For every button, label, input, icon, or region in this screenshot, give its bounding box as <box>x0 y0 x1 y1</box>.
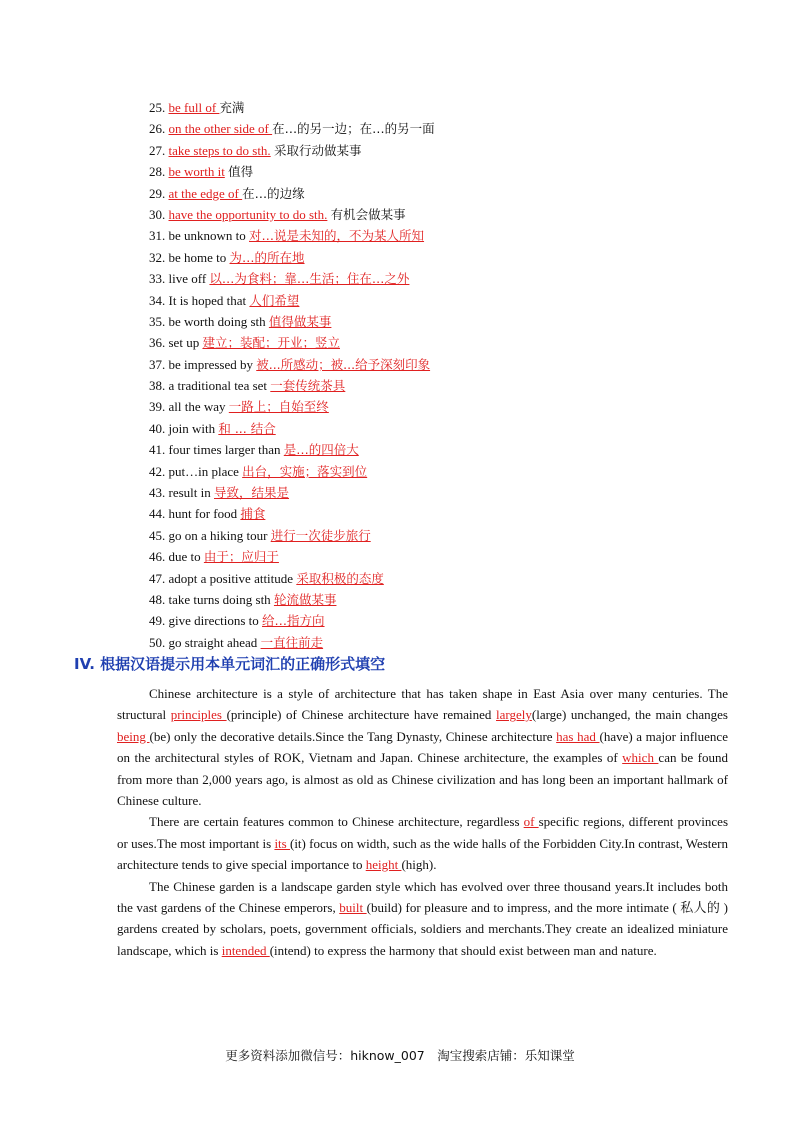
vocab-number: 45. <box>149 527 166 543</box>
vocab-answer: 一路上；自始至终 <box>228 399 329 415</box>
vocab-item <box>149 140 669 161</box>
passage-text: The Chinese garden is a landscape garden style which has evolved over three thousand years.It includes both the vast gardens of the Chinese emperors, <box>117 878 728 916</box>
vocab-answer: at the edge of <box>168 185 243 201</box>
vocab-meaning: 值得 <box>228 164 254 180</box>
vocab-answer: 导致，结果是 <box>214 485 290 501</box>
vocab-answer: 对…说是未知的，不为某人所知 <box>249 228 425 244</box>
vocab-answer: 进行一次徒步旅行 <box>270 527 371 543</box>
vocab-answer: 采取积极的态度 <box>296 570 384 586</box>
vocab-answer: 被...所感动；被...给予深刻印象 <box>256 356 431 372</box>
vocab-number: 25. <box>149 100 166 115</box>
vocab-phrase: give directions to <box>168 613 259 629</box>
vocab-meaning: 有机会做某事 <box>330 206 406 222</box>
vocab-phrase: be unknown to <box>168 228 246 244</box>
answer-blank: built <box>339 900 367 916</box>
vocab-number: 36. <box>149 335 166 351</box>
vocab-phrase: set up <box>168 335 200 351</box>
passage-text: specific regions, different provinces or uses.The most important is <box>117 814 728 851</box>
answer-blank: being <box>117 728 150 744</box>
vocab-number: 39. <box>149 399 166 415</box>
vocab-number: 42. <box>149 463 166 479</box>
passage-paragraph <box>117 876 728 962</box>
vocab-item <box>149 311 669 332</box>
vocab-item <box>149 290 669 311</box>
vocab-item <box>149 183 669 204</box>
vocab-phrase: a traditional tea set <box>168 378 268 394</box>
answer-blank: of <box>523 814 539 830</box>
vocab-answer: 出台，实施；落实到位 <box>242 463 368 479</box>
passage-paragraph <box>117 811 728 875</box>
vocab-answer: be worth it <box>168 164 225 180</box>
vocab-phrase: go on a hiking tour <box>168 527 268 543</box>
answer-blank: has had <box>556 728 600 744</box>
passage-text: (it) focus on width, such as the wide halls of the Forbidden City.In contrast, Western architecture tends to give special importance to <box>117 835 728 873</box>
passage-text: There are certain features common to Chinese architecture, regardless <box>149 814 524 830</box>
vocab-number: 48. <box>149 591 166 607</box>
passage-paragraph <box>117 683 728 811</box>
passage-text: (large) unchanged, the main changes <box>531 707 728 723</box>
answer-blank: principles <box>170 707 227 723</box>
vocab-phrase: due to <box>168 549 201 565</box>
vocab-phrase: adopt a positive attitude <box>168 570 294 586</box>
vocab-number: 38. <box>149 378 166 394</box>
vocab-item <box>149 439 669 460</box>
vocab-phrase: live off <box>168 271 207 287</box>
vocab-item <box>149 503 669 524</box>
passage-text: (intend) to express the harmony that should exist between man and nature. <box>269 942 657 958</box>
vocab-answer: take steps to do sth. <box>168 142 271 158</box>
vocab-answer: 是…的四倍大 <box>283 442 359 458</box>
vocab-item <box>149 610 669 631</box>
vocab-answer: 以…为食料；靠…生活；住在…之外 <box>209 271 410 287</box>
vocab-item <box>149 461 669 482</box>
vocab-item <box>149 161 669 182</box>
vocab-answer: on the other side of <box>168 121 273 137</box>
vocab-answer: have the opportunity to do sth. <box>168 206 328 222</box>
vocab-item <box>149 568 669 589</box>
vocab-item <box>149 118 669 139</box>
vocab-item <box>149 589 669 610</box>
vocab-item <box>149 482 669 503</box>
section-title: IV. 根据汉语提示用本单元词汇的正确形式填空 <box>74 655 386 673</box>
vocab-number: 50. <box>149 634 166 650</box>
vocab-number: 31. <box>149 228 166 244</box>
passage-text: (principle) of Chinese architecture have remained <box>226 707 497 723</box>
vocab-item <box>149 375 669 396</box>
vocab-phrase: It is hoped that <box>168 292 247 308</box>
vocab-phrase: put…in place <box>168 463 239 479</box>
vocab-number: 40. <box>149 420 166 436</box>
vocab-list <box>149 97 669 653</box>
vocab-item <box>149 268 669 289</box>
vocab-item <box>149 354 669 375</box>
vocab-phrase: hunt for food <box>168 506 238 522</box>
vocab-answer: be full of <box>168 100 220 115</box>
footer-note: 更多资料添加微信号：hiknow_007 淘宝搜索店铺：乐知课堂 <box>225 1048 575 1063</box>
vocab-item <box>149 225 669 246</box>
vocab-number: 34. <box>149 292 166 308</box>
passage-text: (have) a major influence on the architectural styles of ROK, Vietnam and Japan. Chinese architecture, the examples of <box>117 728 728 766</box>
vocab-phrase: all the way <box>168 399 226 415</box>
vocab-item <box>149 546 669 567</box>
passage-text: (be) only the decorative details.Since the Tang Dynasty, Chinese architecture <box>149 728 557 744</box>
vocab-answer: 和 ... 结合 <box>218 420 276 436</box>
vocab-phrase: be home to <box>168 249 227 265</box>
vocab-item <box>149 204 669 225</box>
answer-blank: which <box>622 750 659 766</box>
vocab-number: 30. <box>149 206 166 222</box>
vocab-answer: 建立；装配；开业；竖立 <box>202 335 340 351</box>
vocab-number: 29. <box>149 185 166 201</box>
vocab-number: 49. <box>149 613 166 629</box>
vocab-number: 26. <box>149 121 166 137</box>
answer-blank: intended <box>221 942 270 958</box>
vocab-number: 32. <box>149 249 166 265</box>
vocab-number: 28. <box>149 164 166 180</box>
answer-blank: its <box>274 835 290 851</box>
vocab-number: 35. <box>149 313 166 329</box>
vocab-item <box>149 632 669 653</box>
answer-blank: height <box>365 857 402 873</box>
vocab-meaning: 充满 <box>219 100 245 115</box>
vocab-answer: 给…指方向 <box>262 613 325 629</box>
vocab-item <box>149 97 669 118</box>
vocab-answer: 值得做某事 <box>268 313 332 329</box>
passage-text: Chinese architecture is a style of architecture that has taken shape in East Asia over many centuries. The structural <box>117 686 728 723</box>
vocab-answer: 人们希望 <box>249 292 300 308</box>
vocab-answer: 为…的所在地 <box>229 249 305 265</box>
vocab-number: 47. <box>149 570 166 586</box>
vocab-number: 41. <box>149 442 166 458</box>
vocab-number: 46. <box>149 549 166 565</box>
answer-blank: largely <box>496 707 532 723</box>
vocab-meaning: 在…的边缘 <box>242 185 305 201</box>
vocab-phrase: take turns doing sth <box>168 591 271 607</box>
vocab-number: 33. <box>149 271 166 287</box>
vocab-number: 43. <box>149 485 166 501</box>
vocab-number: 27. <box>149 142 166 158</box>
vocab-phrase: four times larger than <box>168 442 281 458</box>
vocab-answer: 捕食 <box>240 506 266 522</box>
vocab-answer: 一直往前走 <box>260 634 324 650</box>
vocab-answer: 轮流做某事 <box>273 591 337 607</box>
passage-text: can be found from more than 2,000 years ago, is almost as old as Chinese civilization and has long been an important hallmark of Chinese culture. <box>117 750 728 809</box>
vocab-number: 37. <box>149 356 166 372</box>
passage-text: (build) for pleasure and to impress, and the more intimate ( 私人的 ) gardens created by scholars, poets, government officials, soldiers and merchants.They create an idealized miniature landscape, which is <box>117 900 728 958</box>
vocab-answer: 一套传统茶具 <box>270 378 346 394</box>
vocab-phrase: be worth doing sth <box>168 313 266 329</box>
vocab-number: 44. <box>149 506 166 522</box>
vocab-meaning: 采取行动做某事 <box>273 142 362 158</box>
vocab-phrase: be impressed by <box>168 356 253 372</box>
vocab-item <box>149 396 669 417</box>
vocab-item <box>149 418 669 439</box>
vocab-meaning: 在…的另一边；在…的另一面 <box>272 121 435 137</box>
vocab-phrase: result in <box>168 485 211 501</box>
vocab-item <box>149 247 669 268</box>
vocab-item <box>149 525 669 546</box>
passage-text: (high). <box>401 857 437 873</box>
vocab-phrase: join with <box>168 420 216 436</box>
vocab-answer: 由于；应归于 <box>203 549 279 565</box>
vocab-phrase: go straight ahead <box>168 634 258 650</box>
cloze-passage <box>117 683 728 961</box>
vocab-item <box>149 332 669 353</box>
